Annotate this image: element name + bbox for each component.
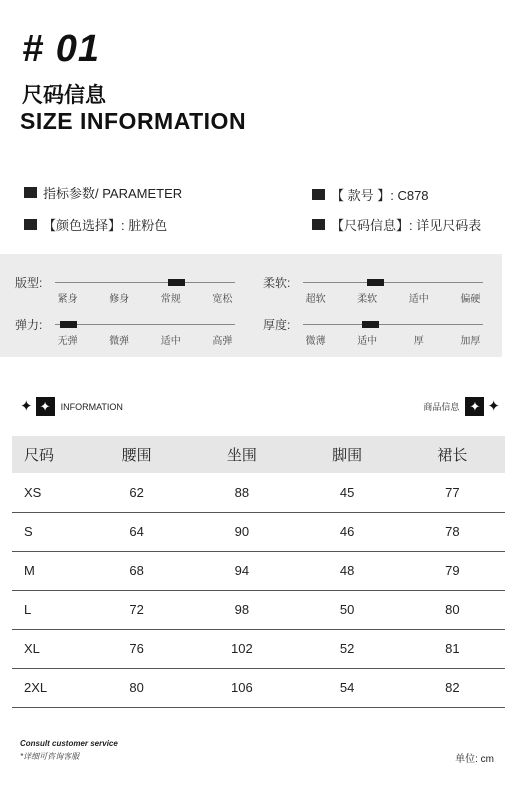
table-row (12, 512, 505, 551)
scale-option: 适中 (357, 336, 378, 347)
table-row (12, 551, 505, 590)
square-bullet-icon (312, 219, 325, 230)
table-cell: 80 (84, 668, 189, 707)
table-row (12, 668, 505, 707)
scale-marker (168, 279, 185, 286)
param-style-no (312, 185, 429, 204)
table-cell: 2XL (12, 668, 84, 707)
square-bullet-icon (24, 187, 37, 198)
scale-option: 微弹 (109, 336, 130, 347)
table-cell: 64 (84, 512, 189, 551)
table-row (12, 590, 505, 629)
param-indicator (24, 183, 182, 202)
table-cell: 50 (295, 590, 400, 629)
table-cell: 52 (295, 629, 400, 668)
scale-label: 弹力: (15, 318, 43, 332)
param-color-text: 【颜色选择】: 脏粉色 (43, 218, 168, 233)
table-cell: 54 (295, 668, 400, 707)
table-cell: 76 (84, 629, 189, 668)
sparkle-box-icon: ✦ (465, 397, 484, 416)
scale-option: 高弹 (212, 336, 233, 347)
page-number: # 01 (22, 28, 100, 70)
page-title-cn: 尺码信息 (22, 84, 106, 107)
header-cell: 脚围 (295, 436, 400, 473)
scale-option: 常规 (160, 294, 181, 305)
table-cell: 62 (84, 473, 189, 512)
scale-label: 柔软: (263, 276, 291, 290)
table-cell: 80 (400, 590, 505, 629)
consult-service-cn: *详细可咨询客服 (20, 752, 80, 761)
size-table (12, 436, 505, 708)
fabric-scale-panel (0, 254, 502, 357)
scale-option: 微薄 (305, 336, 326, 347)
scale-track (55, 324, 235, 325)
table-cell: 79 (400, 551, 505, 590)
scale-label: 版型: (15, 276, 43, 290)
scale-track (55, 282, 235, 283)
table-cell: 72 (84, 590, 189, 629)
unit-label: 单位: cm (455, 754, 494, 765)
table-cell: 88 (189, 473, 294, 512)
scale-option: 宽松 (212, 294, 233, 305)
info-bar-right (423, 397, 500, 416)
page-title-en: SIZE INFORMATION (20, 108, 247, 134)
scale-option: 无弹 (57, 336, 78, 347)
scale-marker (367, 279, 384, 286)
table-cell: 90 (189, 512, 294, 551)
table-cell: 94 (189, 551, 294, 590)
sparkle-icon: ✦ (20, 398, 33, 415)
scale-option: 适中 (408, 294, 429, 305)
header-cell: 裙长 (400, 436, 505, 473)
table-cell: 82 (400, 668, 505, 707)
table-cell: XL (12, 629, 84, 668)
scale-option: 偏硬 (460, 294, 481, 305)
param-size-info-text: 【尺码信息】: 详见尺码表 (331, 218, 482, 233)
table-cell: 102 (189, 629, 294, 668)
table-cell: L (12, 590, 84, 629)
info-bar-left-text: INFORMATION (60, 401, 123, 412)
table-cell: 45 (295, 473, 400, 512)
table-cell: S (12, 512, 84, 551)
scale-option: 超软 (305, 294, 326, 305)
square-bullet-icon (24, 219, 37, 230)
header-cell: 尺码 (12, 436, 84, 473)
table-cell: XS (12, 473, 84, 512)
table-cell: 46 (295, 512, 400, 551)
scale-label: 厚度: (263, 318, 291, 332)
scale-option: 修身 (109, 294, 130, 305)
consult-service-en: Consult customer service (20, 739, 118, 748)
table-cell: 106 (189, 668, 294, 707)
table-cell: 68 (84, 551, 189, 590)
table-row (12, 629, 505, 668)
param-color (24, 215, 167, 234)
square-bullet-icon (312, 189, 325, 200)
table-cell: 81 (400, 629, 505, 668)
table-cell: 48 (295, 551, 400, 590)
scale-option: 厚 (413, 336, 424, 347)
info-bar-right-text: 商品信息 (423, 402, 460, 412)
scale-option: 柔软 (357, 294, 378, 305)
sparkle-icon: ✦ (487, 398, 500, 415)
header-cell: 坐围 (189, 436, 294, 473)
table-cell: 77 (400, 473, 505, 512)
size-table-header (12, 436, 505, 473)
scale-track (303, 324, 483, 325)
sparkle-box-icon: ✦ (36, 397, 55, 416)
table-row (12, 473, 505, 512)
table-cell: 98 (189, 590, 294, 629)
header-cell: 腰围 (84, 436, 189, 473)
table-cell: 78 (400, 512, 505, 551)
scale-option: 适中 (160, 336, 181, 347)
scale-track (303, 282, 483, 283)
scale-marker (60, 321, 77, 328)
table-cell: M (12, 551, 84, 590)
scale-option: 加厚 (460, 336, 481, 347)
scale-option: 紧身 (57, 294, 78, 305)
param-size-info (312, 215, 481, 234)
scale-marker (362, 321, 379, 328)
param-indicator-text: 指标参数/ PARAMETER (43, 186, 183, 201)
param-style-no-text: 【 款号 】: C878 (331, 188, 429, 203)
info-bar-left (20, 397, 123, 416)
